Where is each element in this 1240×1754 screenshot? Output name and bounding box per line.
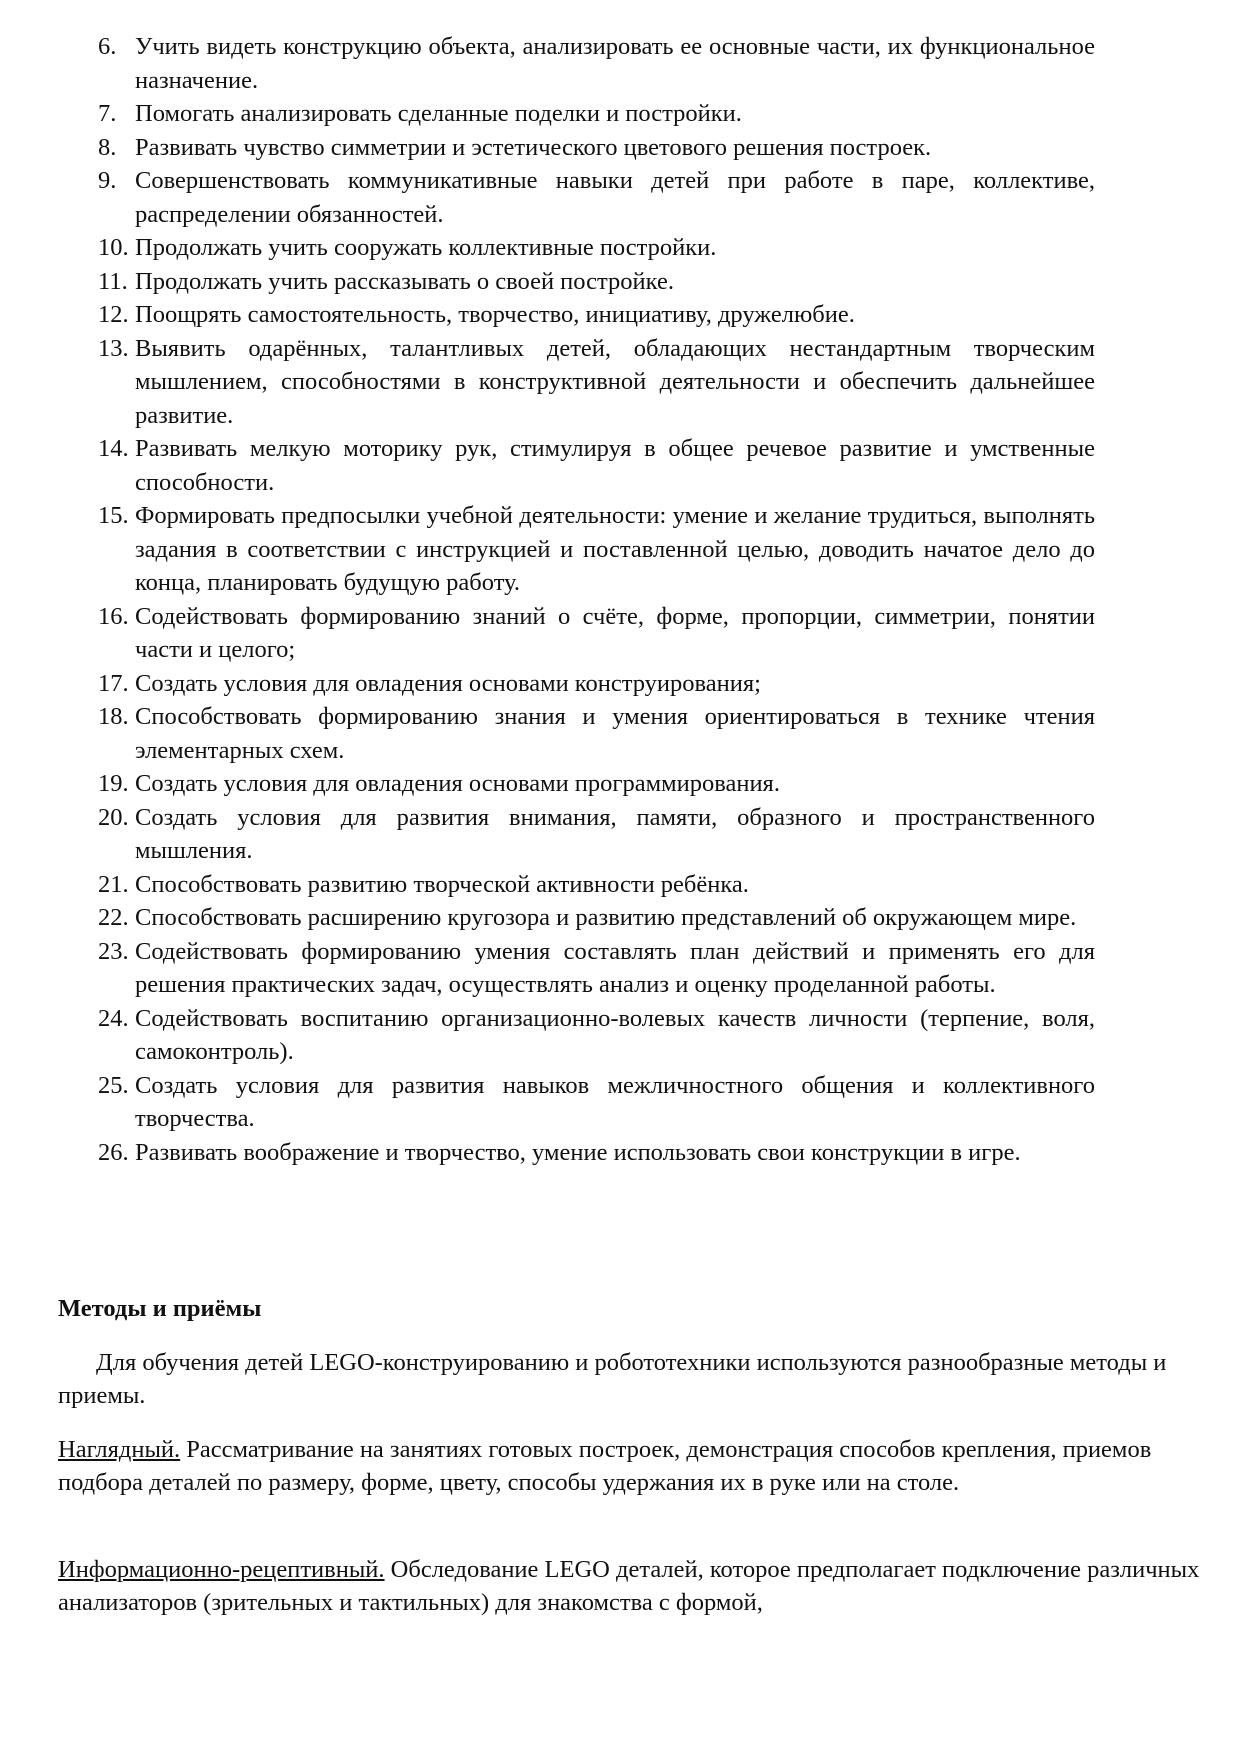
list-item [0,97,1095,131]
list-item-text: Поощрять самостоятельность, творчество, инициативу, дружелюбие. [135,301,855,328]
list-item-number: 20. [98,803,129,831]
list-item-number: 19. [98,770,129,797]
list-item-number: 7. [98,100,117,127]
list-item [0,298,1095,332]
list-item [0,935,1095,1002]
list-item [0,801,1095,868]
list-item-text: Помогать анализировать сделанные поделки и постройки. [135,100,742,127]
list-item-number: 12. [98,301,129,328]
list-item-number: 9. [98,167,117,194]
list-item-text: Содействовать воспитанию организационно-волевых качеств личности (терпение, воля, самоконтроль). [135,1004,1095,1065]
visual-method-text: Рассматривание на занятиях готовых построек, демонстрация способов крепления, приемов подбора деталей по размеру, форме, цвету, способы удержания их в руке или на столе. [58,1436,1152,1496]
list-item-number: 6. [98,33,117,60]
list-item-number: 25. [98,1071,129,1099]
list-item-number: 8. [98,133,117,161]
list-item-number: 23. [98,937,129,965]
goals-list [0,30,1240,1169]
list-item-text: Развивать воображение и творчество, умение использовать свои конструкции в игре. [135,1138,1021,1166]
list-item-number: 14. [98,435,129,462]
list-item-text: Продолжать учить рассказывать о своей постройке. [135,267,674,295]
info-method-text: Обследование LEGO деталей, которое предполагает подключение различных анализаторов (зрительных и тактильных) для знакомства с формой, [58,1556,1200,1616]
list-item-number: 15. [98,502,129,529]
list-item-text: Развивать чувство симметрии и эстетического цветового решения построек. [135,133,932,161]
list-item [0,868,1095,902]
list-item-text: Содействовать формированию умения составлять план действий и применять его для решения практических задач, осуществлять анализ и оценку проделанной работы. [135,937,1095,998]
list-item-text: Развивать мелкую моторику рук, стимулируя в общее речевое развитие и умственные способности. [135,435,1095,496]
list-item-number: 21. [98,870,129,898]
info-method-label: Информационно-рецептивный. [58,1556,385,1583]
list-item [0,30,1095,97]
list-item [0,131,1095,165]
list-item [0,231,1095,265]
list-item [0,432,1095,499]
list-item-number: 26. [98,1138,129,1166]
section-heading: Методы и приёмы [58,1295,262,1322]
intro-paragraph: Для обучения детей LEGO-конструированию и робототехники используются разнообразные методы и приемы. [58,1349,1167,1409]
list-item-text: Продолжать учить сооружать коллективные постройки. [135,234,717,261]
list-item-text: Создать условия для развития навыков межличностного общения и коллективного творчества. [135,1071,1095,1132]
list-item-text: Создать условия для развития внимания, памяти, образного и пространственного мышления. [135,803,1095,864]
list-item-number: 13. [98,334,129,362]
list-item [0,901,1095,935]
visual-method-paragraph [58,1433,1218,1499]
list-item-number: 11. [98,267,128,295]
list-item-number: 18. [98,703,129,730]
list-item-text: Совершенствовать коммуникативные навыки детей при работе в паре, коллективе, распределении обязанностей. [135,167,1095,228]
list-item [0,164,1095,231]
list-item-text: Содействовать формированию знаний о счёте, форме, пропорции, симметрии, понятии части и целого; [135,602,1095,663]
list-item-number: 22. [98,904,129,931]
list-item-text: Учить видеть конструкцию объекта, анализировать ее основные части, их функциональное назначение. [135,33,1095,94]
list-item-number: 16. [98,602,129,630]
list-item [0,667,1095,701]
list-item-text: Способствовать развитию творческой активности ребёнка. [135,870,749,898]
list-item [0,332,1095,433]
list-item-text: Создать условия для овладения основами программирования. [135,770,780,797]
list-item [0,1002,1095,1069]
list-item-number: 17. [98,669,129,697]
visual-method-label: Наглядный. [58,1436,181,1463]
list-item [0,499,1095,600]
list-item-text: Создать условия для овладения основами конструирования; [135,669,761,697]
list-item-text: Способствовать расширению кругозора и развитию представлений об окружающем мире. [135,904,1077,931]
list-item [0,700,1095,767]
list-item [0,265,1095,299]
list-item-number: 24. [98,1004,129,1032]
list-item-text: Способствовать формированию знания и умения ориентироваться в технике чтения элементарных схем. [135,703,1095,764]
list-item [0,1069,1095,1136]
list-item-text: Формировать предпосылки учебной деятельности: умение и желание трудиться, выполнять задания в соответствии с инструкцией и поставленной целью, доводить начатое дело до конца, планировать будущую работу. [135,502,1095,596]
list-item [0,1136,1095,1170]
list-item [0,600,1095,667]
list-item [0,767,1095,801]
list-item-text: Выявить одарённых, талантливых детей, обладающих нестандартным творческим мышлением, способностями в конструктивной деятельности и обеспечить дальнейшее развитие. [135,334,1095,429]
info-method-paragraph [58,1553,1218,1619]
list-item-number: 10. [98,234,129,261]
